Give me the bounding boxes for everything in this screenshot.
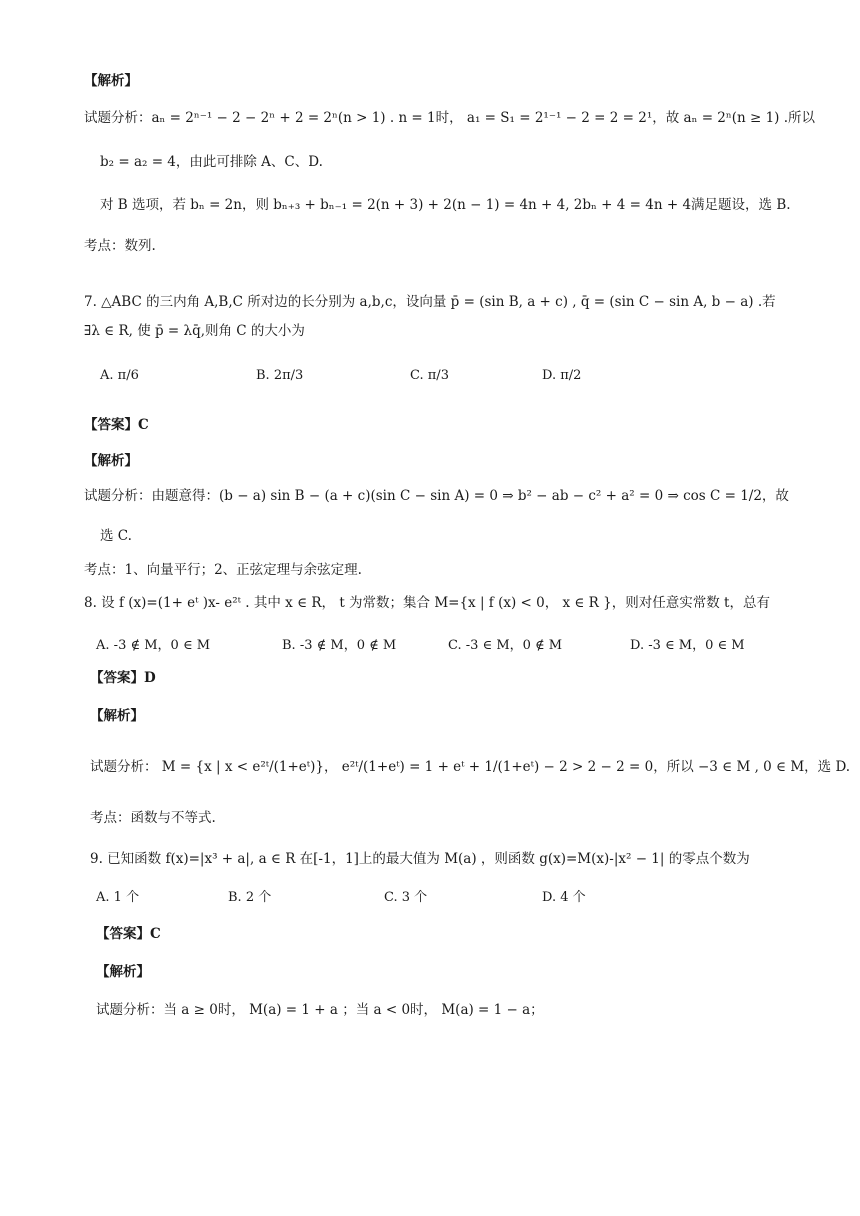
q9-option-c xyxy=(384,886,427,905)
q9-analysis-heading: 【解析】 xyxy=(96,964,150,980)
option-value: π/6 xyxy=(117,368,139,383)
option-value: 1 个 xyxy=(113,890,140,905)
q8-answer: 【答案】D xyxy=(90,670,156,686)
option-label: A. xyxy=(96,890,110,905)
q7-answer: 【答案】C xyxy=(84,417,149,433)
q8-option-c xyxy=(448,634,562,653)
option-value: 2π/3 xyxy=(273,368,304,383)
q7-option-b xyxy=(256,368,303,383)
q9-option-d xyxy=(542,886,586,905)
q8-kaodian: 考点：函数与不等式. xyxy=(90,810,216,826)
option-label: B. xyxy=(256,368,270,383)
q7-kaodian: 考点：1、向量平行；2、正弦定理与余弦定理. xyxy=(84,562,362,578)
q7-analysis-line-1: 试题分析：由题意得：(b − a) sin B − (a + c)(sin C − sin A) = 0 ⇒ b² − ab − c² + a² = 0 ⇒ cos C = 1/2，故 xyxy=(84,488,789,504)
option-value: π/2 xyxy=(560,368,582,383)
q8-option-b xyxy=(282,634,396,653)
q6-analysis-line-2: b₂ = a₂ = 4，由此可排除 A、C、D. xyxy=(100,154,323,170)
option-label: B. xyxy=(228,890,242,905)
option-value: -3 ∉ M，0 ∈ M xyxy=(113,638,211,653)
option-label: C. xyxy=(448,638,462,653)
option-value: 2 个 xyxy=(245,890,272,905)
q8-option-d xyxy=(630,634,745,653)
q7-option-d xyxy=(542,368,581,383)
option-value: -3 ∈ M，0 ∉ M xyxy=(465,638,563,653)
option-value: π/3 xyxy=(427,368,449,383)
q8-stem-line-1: 8. 设 f (x)=(1+ eᵗ )x- e²ᵗ . 其中 x ∈ R， t 为常数；集合 M={x | f (x) < 0， x ∈ R }，则对任意实常数 t，总有 xyxy=(84,595,770,611)
q7-stem-line-1: 7. △ABC 的三内角 A,B,C 所对边的长分别为 a,b,c，设向量 p̄ = (sin B, a + c) , q̄ = (sin C − sin A, b − a) .若 xyxy=(84,294,776,310)
q7-analysis-line-2: 选 C. xyxy=(100,528,132,544)
option-label: A. xyxy=(100,368,114,383)
option-value: -3 ∉ M，0 ∉ M xyxy=(299,638,397,653)
q8-analysis-line-1: 试题分析： M = {x | x < e²ᵗ/(1+eᵗ)}， e²ᵗ/(1+eᵗ) = 1 + eᵗ + 1/(1+eᵗ) − 2 > 2 − 2 = 0，所以 −3 ∈ M , 0 ∈ M，选 D. xyxy=(90,759,851,775)
q6-kaodian: 考点：数列. xyxy=(84,238,156,254)
option-label: D. xyxy=(542,368,557,383)
option-value: -3 ∈ M，0 ∈ M xyxy=(648,638,745,653)
q9-option-a xyxy=(96,886,139,905)
q9-analysis-line-1: 试题分析：当 a ≥ 0时， M(a) = 1 + a ；当 a < 0时， M(a) = 1 − a； xyxy=(96,1002,544,1018)
option-value: 3 个 xyxy=(401,890,428,905)
q8-analysis-heading: 【解析】 xyxy=(90,708,144,724)
option-label: C. xyxy=(384,890,398,905)
option-value: 4 个 xyxy=(560,890,586,905)
q9-option-b xyxy=(228,886,271,905)
option-label: D. xyxy=(630,638,645,653)
option-label: D. xyxy=(542,890,557,905)
q8-option-a xyxy=(96,634,210,653)
q9-stem-line-1: 9. 已知函数 f(x)=|x³ + a|, a ∈ R 在[-1，1]上的最大值为 M(a) ，则函数 g(x)=M(x)-|x² − 1| 的零点个数为 xyxy=(90,851,750,867)
q7-analysis-heading: 【解析】 xyxy=(84,453,138,469)
option-label: A. xyxy=(96,638,110,653)
q6-analysis-heading: 【解析】 xyxy=(84,73,138,89)
q6-analysis-line-1: 试题分析：aₙ = 2ⁿ⁻¹ − 2 − 2ⁿ + 2 = 2ⁿ(n > 1) . n = 1时， a₁ = S₁ = 2¹⁻¹ − 2 = 2 = 2¹，故 aₙ = 2ⁿ(n ≥ 1) .所以 xyxy=(84,110,816,126)
option-label: C. xyxy=(410,368,424,383)
q7-option-c xyxy=(410,368,449,383)
option-label: B. xyxy=(282,638,296,653)
q7-option-a xyxy=(100,368,139,383)
q7-stem-line-2: ∃λ ∈ R, 使 p̄ = λq̄,则角 C 的大小为 xyxy=(84,323,305,339)
q6-analysis-line-3: 对 B 选项，若 bₙ = 2n，则 bₙ₊₃ + bₙ₋₁ = 2(n + 3) + 2(n − 1) = 4n + 4, 2bₙ + 4 = 4n + 4满足题设，选 B. xyxy=(100,197,791,213)
q9-answer: 【答案】C xyxy=(96,926,161,942)
